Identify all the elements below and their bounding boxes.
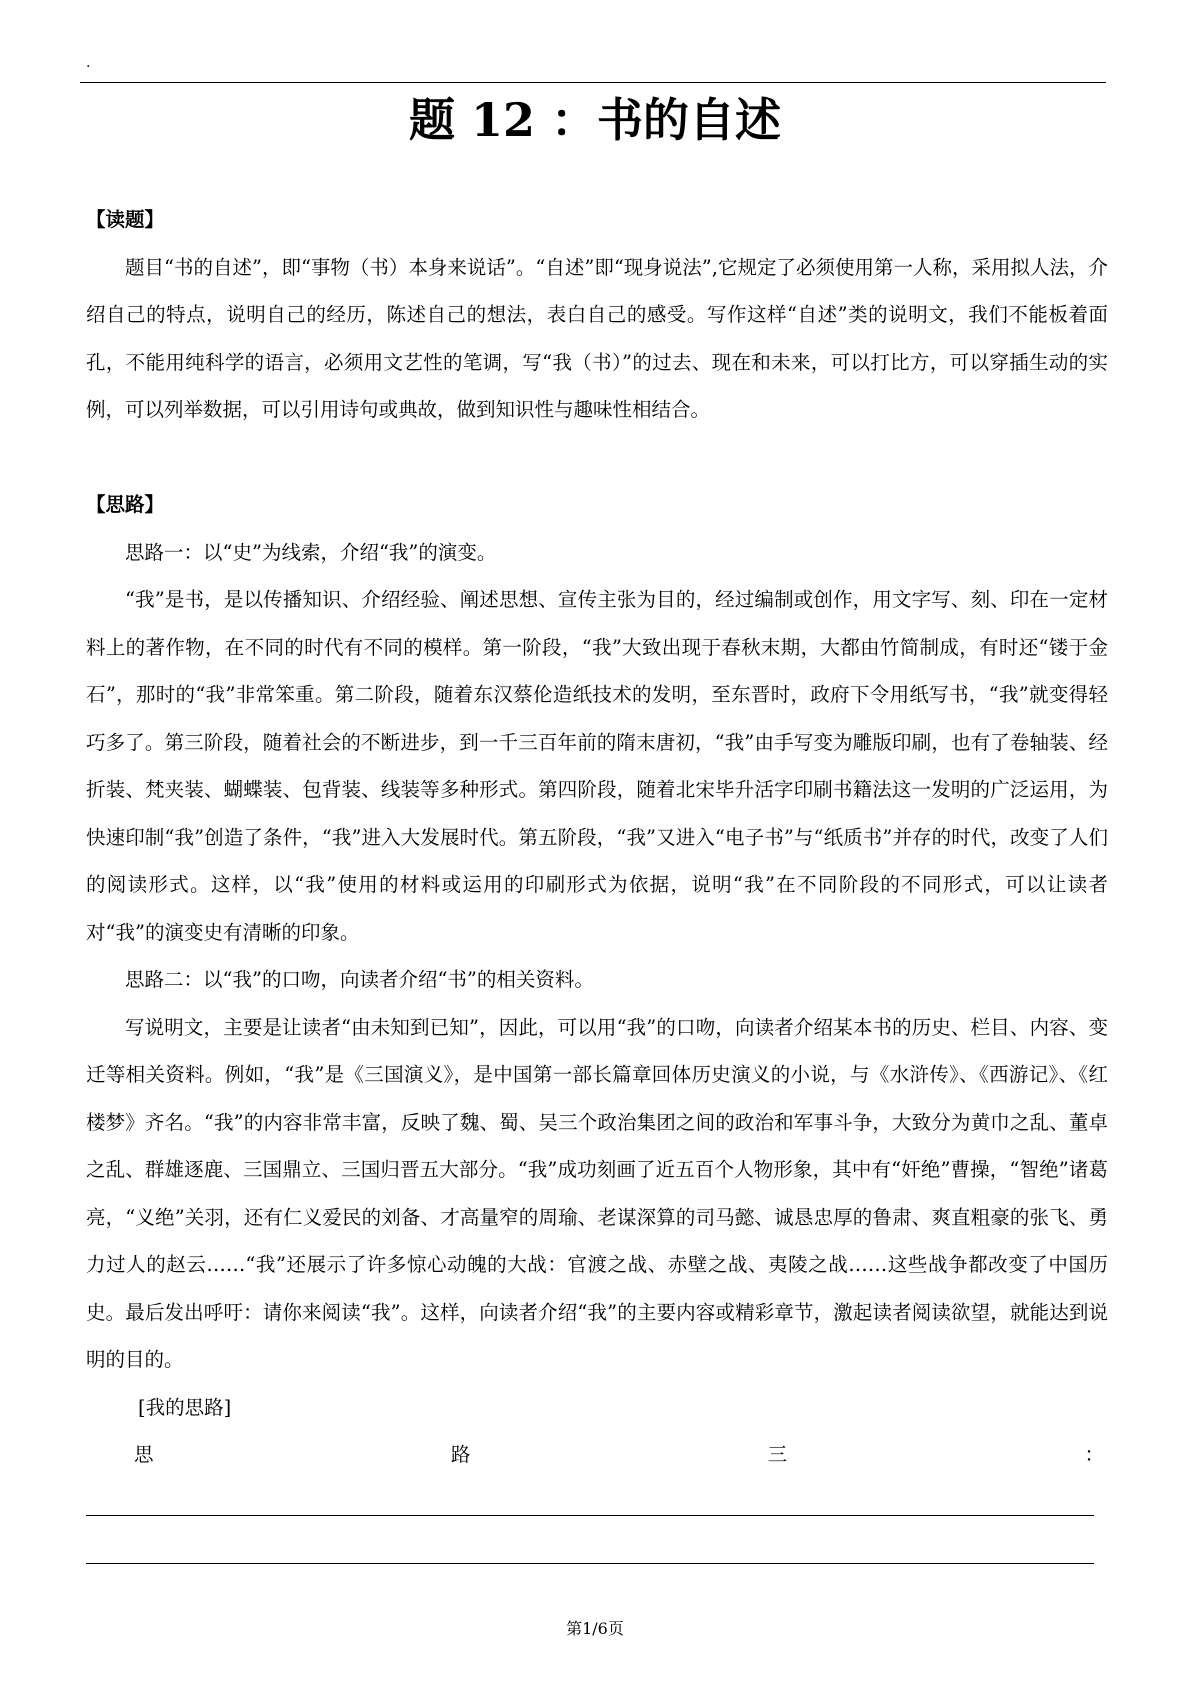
idea2-body: 写说明文，主要是让读者“由未知到已知”，因此，可以用“我”的口吻，向读者介绍某本书的历史、栏目、内容、变迁等相关资料。例如，“我”是《三国演义》，是中国第一部长篇章回体历史演义的小说，与《水浒传》、《西游记》、《红楼梦》齐名。“我”的内容非常丰富，反映了魏、蜀、吴三个政治集团之间的政治和军事斗争，大致分为黄巾之乱、董卓之乱、群雄逐鹿、三国鼎立、三国归晋五大部分。“我”成功刻画了近五百个人物形象，其中有“奸绝”曹操，“智绝”诸葛亮，“义绝”关羽，还有仁义爱民的刘备、才高量窄的周瑜、老谋深算的司马懿、诚恳忠厚的鲁肃、爽直粗豪的张飞、勇力过人的赵云……“我”还展示了许多惊心动魄的大战：官渡之战、赤壁之战、夷陵之战……这些战争都改变了中国历史。最后发出呼吁：请你来阅读“我”。这样，向读者介绍“我”的主要内容或精彩章节，激起读者阅读欲望，就能达到说明的目的。 bbox=[86, 1015, 1108, 1371]
idea3-char: 思 bbox=[134, 1443, 154, 1466]
idea1-body: “我”是书，是以传播知识、介绍经验、阐述思想、宣传主张为目的，经过编制或创作，用文字写、刻、印在一定材料上的著作物，在不同的时代有不同的模样。第一阶段，“我”大致出现于春秋末期，大都由竹简制成，有时还“镂于金石”，那时的“我”非常笨重。第二阶段，随着东汉蔡伦造纸技术的发明，至东晋时，政府下令用纸写书，“我”就变得轻巧多了。第三阶段，随着社会的不断进步，到一千三百年前的隋末唐初，“我”由手写变为雕版印刷，也有了卷轴装、经折装、梵夹装、蝴蝶装、包背装、线装等多种形式。第四阶段，随着北宋毕升活字印刷书籍法这一发明的广泛运用，为快速印制“我”创造了条件，“我”进入大发展时代。第五阶段，“我”又进入“电子书”与“纸质书”并存的时代，改变了人们的阅读形式。这样，以“我”使用的材料或运用的印刷形式为依据，说明“我”在不同阶段的不同形式，可以让读者对“我”的演变史有清晰的印象。 bbox=[86, 588, 1108, 944]
read-paragraph: 题目“书的自述”，即“事物（书）本身来说话”。“自述”即“现身说法”,它规定了必须使用第一人称，采用拟人法，介绍自己的特点，说明自己的经历，陈述自己的想法，表白自己的感受。写作这样“自述”类的说明文，我们不能板着面孔，不能用纯科学的语言，必须用文艺性的笔调，写“我（书）”的过去、现在和未来，可以打比方，可以穿插生动的实例，可以列举数据，可以引用诗句或典故，做到知识性与趣味性相结合。 bbox=[86, 255, 1108, 421]
idea1-title: 思路一：以“史”为线索，介绍“我”的演变。 bbox=[125, 540, 497, 564]
page-number: 第1/6页 bbox=[566, 1619, 624, 1638]
idea3-char: ： bbox=[1084, 1443, 1104, 1466]
section-heading-ideas: 【思路】 bbox=[86, 493, 165, 516]
idea2-title: 思路二：以“我”的口吻，向读者介绍“书”的相关资料。 bbox=[125, 968, 594, 991]
page-title: 题 12 ：书的自述 bbox=[408, 93, 782, 147]
spacer bbox=[86, 434, 1108, 482]
header-dot: . bbox=[86, 55, 91, 71]
idea3-char: 三 bbox=[767, 1443, 788, 1466]
header-rule bbox=[80, 82, 1106, 83]
my-idea-label: [我的思路] bbox=[138, 1395, 232, 1419]
answer-blank-line[interactable] bbox=[86, 1526, 1108, 1574]
section-heading-read: 【读题】 bbox=[86, 208, 165, 231]
idea3-char: 路 bbox=[450, 1443, 471, 1466]
idea3-line bbox=[86, 1431, 1108, 1479]
document-body bbox=[86, 196, 1108, 1574]
answer-blank-line[interactable] bbox=[86, 1479, 1108, 1527]
